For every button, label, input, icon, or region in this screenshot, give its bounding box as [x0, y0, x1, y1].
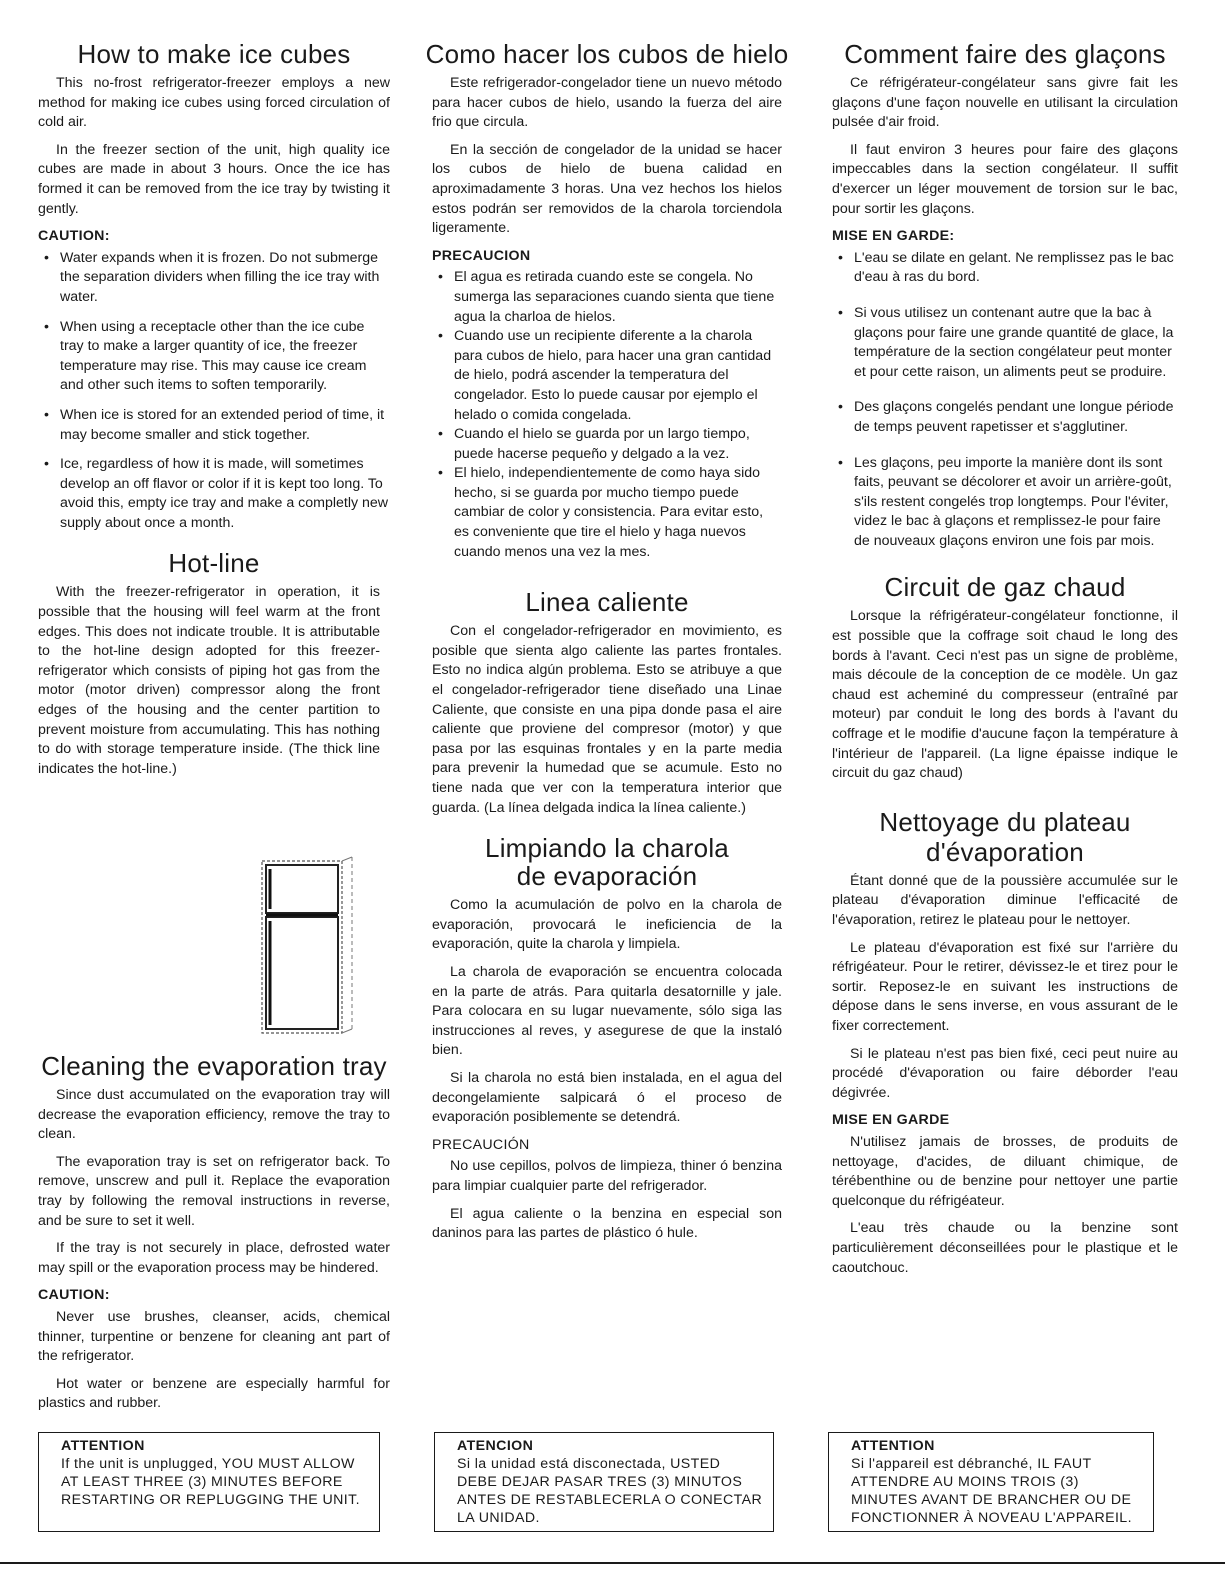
evaporation-paragraph: La charola de evaporación se encuentra colocada en la parte de atrás. Para quitarla desatornille y jale. Para colocara en su lugar nuevamente, sólo siga las instrucciones al reves, y asegurese de que la instaló bien.: [432, 963, 782, 1059]
caution-paragraph: L'eau très chaude ou la benzine sont particulièrement déconseillées pour le plastique et le caoutchouc.: [832, 1220, 1178, 1276]
caution-paragraph: Hot water or benzene are especially harmful for plastics and rubber.: [38, 1375, 390, 1412]
ice-intro-paragraph: Ce réfrigérateur-congélateur sans givre fait les glaçons d'une façon nouvelle en utilisant la circulation pulsée d'air froid.: [832, 75, 1178, 131]
evaporation-paragraph: Como la acumulación de polvo en la charola de evaporación, provocará le ineficiencia de la evaporación, quite la charola y limpiela.: [432, 897, 782, 953]
caution-paragraph: El agua caliente o la benzina en especial son daninos para las partes de plástico ó hule.: [432, 1205, 782, 1242]
attention-text: If the unit is unplugged, YOU MUST ALLOW AT LEAST THREE (3) MINUTES BEFORE RESTARTING OR REPLUGGING THE UNIT.: [61, 1456, 360, 1508]
spanish-column: [425, 38, 789, 1252]
caution-list: [38, 249, 390, 534]
hotline-paragraph: Lorsque la réfrigérateur-congélateur fonctionne, il est possible que la coffrage soit chaud le long des bords à l'avant. Ceci n'est pas un signe de problème, mais découle de la conception de ce modèle. Un gaz chaud est acheminé du compresseur (entraîné par moteur) par conduit le long des bords à l'avant du coffrage et le modifie d'aucune façon la température à l'intérieur de l'appareil. (La ligne épaisse indique le circuit du gaz chaud): [832, 608, 1178, 782]
evaporation-heading-line2: de evaporación: [516, 861, 698, 892]
caution-list: [432, 268, 782, 562]
attention-box: [38, 1432, 380, 1532]
attention-box: [434, 1432, 774, 1532]
ice-time-paragraph: In the freezer section of the unit, high quality ice cubes are made in about 3 hours. Once the ice has formed it can be removed from the ice tray by twisting it gently.: [38, 141, 390, 217]
evaporation-paragraph: Si le plateau n'est pas bien fixé, ceci peut nuire au procédé d'évaporation ou faire déborder l'eau dégivrée.: [832, 1045, 1178, 1101]
evaporation-paragraph: If the tray is not securely in place, defrosted water may spill or the evaporation process may be hindered.: [38, 1240, 390, 1276]
attention-box: [828, 1432, 1154, 1532]
caution-label: PRECAUCION: [432, 247, 531, 264]
caution-item: • Water expands when it is frozen. Do not submerge the separation dividers when filling the ice tray with water.: [38, 249, 390, 308]
hotline-paragraph: Con el congelador-refrigerador en movimiento, es posible que sienta algo caliente las partes frontales. Esto no indica algún problema. Esto se atribuye a que el congelador-refrigerador tiene diseñado una Linae Caliente, que consiste en una pipa donde pasa el aire caliente que proviene del compresor (motor) y que pasa por las esquinas frontales y en la parte media para prevenir la humedad que se acumule. Esto no tiene nada que ver con la temperatura interior que guarda. (La línea delgada indica la línea caliente.): [432, 623, 782, 816]
caution-item: • Ice, regardless of how it is made, will sometimes develop an off flavor or color if it is kept too long. To avoid this, empty ice tray and make a completly new supply about once a month.: [38, 455, 390, 533]
caution-label: CAUTION:: [38, 228, 110, 245]
evaporation-paragraph: Si la charola no está bien instalada, en el agua del decongelamiente salpicará ó el proceso de evaporación posiblemente se detendrá.: [432, 1069, 782, 1126]
evaporation-paragraph: Since dust accumulated on the evaporation tray will decrease the evaporation efficiency, remove the tray to clean.: [38, 1087, 390, 1143]
evaporation-heading: Nettoyage du plateau: [879, 806, 1131, 837]
ice-cubes-heading: Como hacer los cubos de hielo: [425, 39, 789, 69]
caution-label: PRECAUCIÓN: [432, 1136, 530, 1153]
hotline-paragraph: With the freezer-refrigerator in operation, it is possible that the housing will feel warm at the front edges. This does not indicate trouble. It is attributable to the hot-line design adopted for this freezer-refrigerator which consists of piping hot gas from the motor (motor driven) compressor along the front edges of the housing and the center partition to prevent moisture from accumulating. This has nothing to do with storage temperature inside. (The thick line indicates the hot-line.): [38, 584, 380, 777]
evaporation-paragraph: Étant donné que de la poussière accumulée sur le plateau d'évaporation diminue l'efficacité de l'évaporation, retirez le plateau pour le nettoyer.: [832, 872, 1178, 928]
ice-intro-paragraph: This no-frost refrigerator-freezer employs a new method for making ice cubes using forced circulation of cold air.: [38, 75, 390, 131]
caution-item: • Des glaçons congelés pendant une longue période de temps peuvent rapetisser et s'agglutiner.: [832, 398, 1178, 437]
ice-time-paragraph: En la sección de congelador de la unidad se hacer los cubos de hielo de buena calidad en aproximadamente 3 horas. Una vez hechos los hielos estos podrán ser removidos de la charola torciendola ligeramente.: [432, 141, 782, 237]
caution-item: • Si vous utilisez un contenant autre que la bac à glaçons pour faire une grande quantité de glace, la température de la section congélateur peut monter et pour cette raison, un aliments peut se produire.: [832, 304, 1178, 382]
attention-text: Si l'appareil est débranché, IL FAUT ATTENDRE AU MOINS TROIS (3) MINUTES AVANT DE BRANCHER OU DE FONCTIONNER À NOVEAU L'APPAREIL.: [851, 1456, 1132, 1526]
evaporation-paragraph: Le plateau d'évaporation est fixé sur l'arrière du réfrigéateur. Pour le retirer, dévissez-le et tirez pour le sortir. Reposez-le en suivant les instructions de dépose dans le sens inverse, en vous assurant de le fixer correctement.: [832, 939, 1178, 1034]
caution-item: • Les glaçons, peu importe la manière dont ils sont faits, peuvant se décolorer et avoir un arrière-goût, s'ils restent congelés trop longtemps. Pour l'éviter, videz le bac à glaçons et remplissez-le pour faire de nouveaux glaçons environ une fois par mois.: [832, 454, 1178, 552]
french-column: [832, 38, 1178, 1286]
hotline-heading: Hot-line: [168, 548, 260, 579]
ice-cubes-heading: How to make ice cubes: [77, 39, 351, 69]
caution-paragraph: Never use brushes, cleanser, acids, chemical thinner, turpentine or benzene for cleaning ant part of the refrigerator.: [38, 1308, 390, 1365]
caution-label: MISE EN GARDE: [832, 1112, 950, 1129]
hotline-heading: Linea caliente: [525, 587, 689, 618]
caution-item: • When ice is stored for an extended period of time, it may become smaller and stick together.: [38, 406, 390, 445]
attention-title: ATTENTION: [851, 1438, 935, 1454]
caution-item: • El hielo, independientemente de como haya sido hecho, si se guarda por mucho tiempo puede cambiar de color y consistencia. Para evitar esto, es conveniente que tire el hielo y haga nuevos cuando menos una vez la mes.: [432, 464, 782, 562]
caution-item: • Cuando use un recipiente diferente a la charola para cubos de hielo, para hacer una gran cantidad de hielo, podrá ascender la temperatura del congelador. Esto lo puede causar por ejemplo el helado o comida congelada.: [432, 327, 782, 425]
ice-time-paragraph: Il faut environ 3 heures pour faire des glaçons impeccables dans la section congélateur. Il suffit d'exercer un léger mouvement de torsion sur le bac, pour sortir les glaçons.: [832, 141, 1178, 217]
ice-intro-paragraph: Este refrigerador-congelador tiene un nuevo método para hacer cubos de hielo, usando la fuerza del aire frio que circula.: [432, 75, 782, 131]
evaporation-heading: Cleaning the evaporation tray: [41, 1051, 387, 1081]
refrigerator-hotline-illustration: [252, 855, 356, 1037]
hotline-heading: Circuit de gaz chaud: [884, 572, 1126, 603]
caution-label: CAUTION:: [38, 1287, 110, 1304]
english-evaporation-section: [38, 1050, 390, 1422]
evaporation-heading: Limpiando la charola: [485, 833, 729, 864]
caution-label: MISE EN GARDE:: [832, 228, 955, 245]
english-column: [38, 38, 390, 787]
caution-item: • L'eau se dilate en gelant. Ne remplissez pas le bac d'eau à ras du bord.: [832, 249, 1178, 288]
caution-item: • When using a receptacle other than the ice cube tray to make a larger quantity of ice, the freezer temperature may rise. This may cause ice cream and other such items to soften temporarily.: [38, 318, 390, 396]
evaporation-paragraph: The evaporation tray is set on refrigerator back. To remove, unscrew and pull it. Replace the evaporation tray by following the removal instructions in reverse, and be sure to set it well.: [38, 1153, 390, 1229]
ice-cubes-heading: Comment faire des glaçons: [844, 39, 1166, 69]
caution-list: [832, 249, 1178, 552]
caution-paragraph: No use cepillos, polvos de limpieza, thiner ó benzina para limpiar cualquier parte del refrigerador.: [432, 1158, 782, 1194]
evaporation-heading-line2: d'évaporation: [926, 836, 1084, 867]
caution-item: • El agua es retirada cuando este se congela. No sumerga las separaciones cuando sienta que tiene agua la charloa de hielos.: [432, 268, 782, 327]
attention-text: Si la unidad está disconectada, USTED DEBE DEJAR PASAR TRES (3) MINUTOS ANTES DE RESTABLECERLA O CONECTAR LA UNIDAD.: [457, 1456, 763, 1526]
caution-paragraph: N'utilisez jamais de brosses, de produits de nettoyage, d'acides, de diluant chimique, de térébenthine ou de benzine pour nettoyer une partie quelconque du réfrigéateur.: [832, 1133, 1178, 1209]
attention-title: ATTENTION: [61, 1438, 145, 1454]
attention-title: ATENCION: [457, 1438, 534, 1454]
page-bottom-rule: [0, 1562, 1225, 1564]
caution-item: • Cuando el hielo se guarda por un largo tiempo, puede hacerse pequeño y delgado a la vez.: [432, 425, 782, 464]
